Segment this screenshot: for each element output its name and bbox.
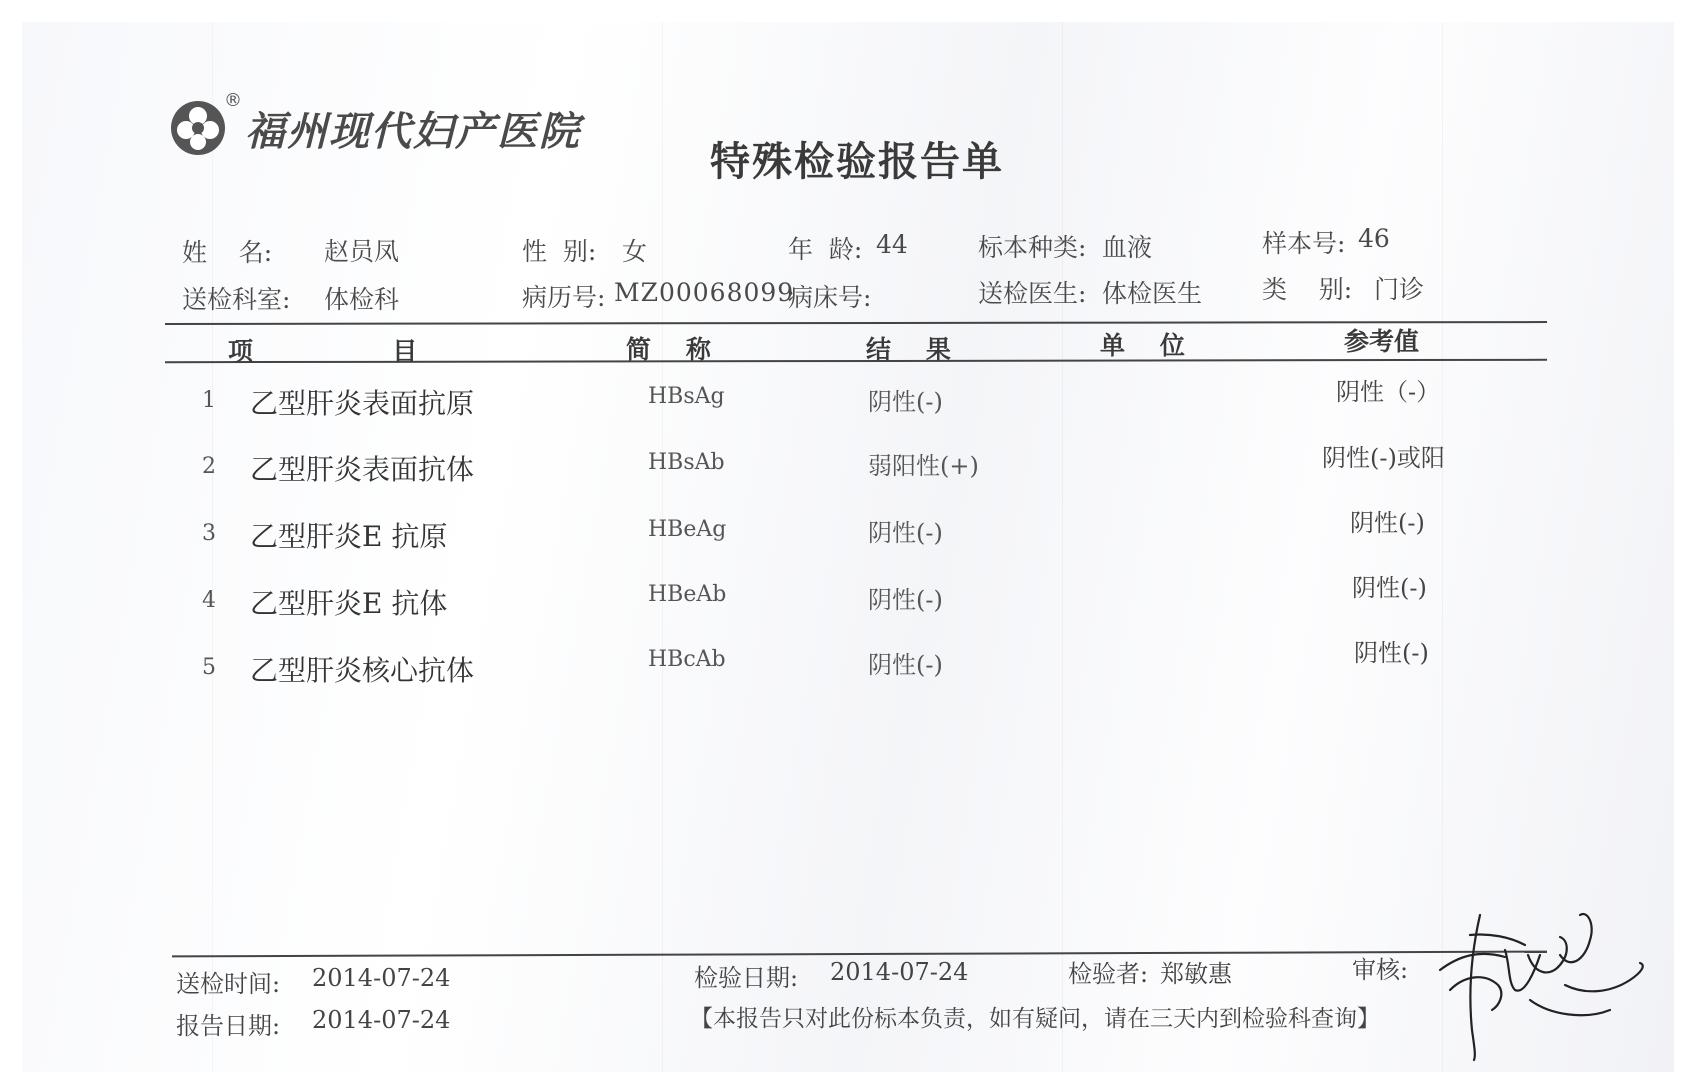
record-label: 病历号:: [522, 283, 606, 312]
category-label: 类 别:: [1262, 275, 1353, 304]
report-date-value: 2014-07-24: [312, 1006, 451, 1034]
doctor-value: 体检医生: [1102, 279, 1203, 308]
test-date-value: 2014-07-24: [830, 958, 969, 986]
reviewer-label: 审核:: [1352, 956, 1409, 984]
row-abbr: HBsAb: [648, 450, 725, 475]
row-item-name: 乙型肝炎表面抗原: [250, 387, 475, 420]
row-result: 阴性(-): [868, 586, 943, 614]
row-result: 阴性(-): [868, 651, 943, 679]
row-result: 阴性(-): [868, 388, 943, 416]
row-reference: 阴性(-): [1350, 509, 1425, 537]
specimen-label: 标本种类:: [978, 233, 1087, 262]
table-row: [0, 446, 1696, 496]
dept-label: 送检科室:: [182, 285, 291, 314]
dept-value: 体检科: [324, 285, 400, 314]
row-reference: 阴性(-)或阳: [1322, 444, 1445, 472]
row-abbr: HBeAg: [648, 517, 727, 542]
report-notice: 【本报告只对此份标本负责，如有疑问，请在三天内到检验科查询】: [690, 1006, 1380, 1032]
sample-no-value: 46: [1358, 224, 1390, 253]
table-row: [0, 639, 1696, 697]
row-number: 3: [202, 521, 216, 546]
bed-label: 病床号:: [788, 283, 872, 312]
row-number: 5: [202, 655, 216, 680]
table-row: [0, 509, 1696, 563]
header-abbr: 简 称: [626, 335, 711, 364]
header-reference: 参考值: [1344, 327, 1420, 356]
send-time-label: 送检时间:: [176, 970, 281, 998]
row-reference: 阴性(-): [1354, 639, 1429, 667]
report-date-label: 报告日期:: [176, 1012, 281, 1040]
sample-no-label: 样本号:: [1262, 229, 1346, 258]
tester-value: 郑敏惠: [1160, 960, 1232, 988]
row-number: 4: [202, 588, 216, 613]
age-value: 44: [876, 230, 908, 259]
header-result: 结 果: [866, 335, 951, 364]
registered-mark: ®: [224, 90, 242, 111]
test-date-label: 检验日期:: [694, 964, 799, 992]
report-title: 特殊检验报告单: [710, 139, 1004, 185]
header-item: 项 目: [228, 337, 418, 366]
row-result: 弱阳性(+): [868, 452, 979, 480]
patient-name: 赵员凤: [324, 237, 400, 266]
tester-label: 检验者:: [1068, 960, 1149, 988]
gender-label: 性 别:: [522, 237, 597, 266]
doctor-label: 送检医生:: [978, 279, 1087, 308]
send-time-value: 2014-07-24: [312, 964, 451, 992]
reviewer-signature: [1410, 895, 1650, 1065]
patient-name-label: 姓 名:: [182, 238, 273, 267]
table-row: [0, 380, 1696, 430]
row-reference: 阴性(-): [1352, 574, 1427, 602]
specimen-value: 血液: [1102, 233, 1153, 262]
table-row: [0, 574, 1696, 630]
row-abbr: HBcAb: [648, 647, 726, 672]
row-reference: 阴性（-）: [1336, 378, 1441, 406]
record-value: MZ00068099: [614, 278, 795, 307]
category-value: 门诊: [1374, 275, 1425, 304]
row-item-name: 乙型肝炎E 抗原: [250, 520, 448, 553]
header-unit: 单 位: [1100, 331, 1185, 360]
row-number: 1: [202, 388, 216, 413]
row-abbr: HBeAb: [648, 582, 727, 607]
row-abbr: HBsAg: [648, 384, 725, 409]
row-item-name: 乙型肝炎E 抗体: [250, 587, 448, 620]
row-number: 2: [202, 454, 216, 479]
age-label: 年 龄:: [788, 235, 863, 264]
row-result: 阴性(-): [868, 519, 943, 547]
row-item-name: 乙型肝炎表面抗体: [250, 453, 475, 486]
gender-value: 女: [622, 237, 648, 266]
hospital-name: 福州现代妇产医院: [245, 108, 581, 155]
row-item-name: 乙型肝炎核心抗体: [250, 654, 475, 687]
